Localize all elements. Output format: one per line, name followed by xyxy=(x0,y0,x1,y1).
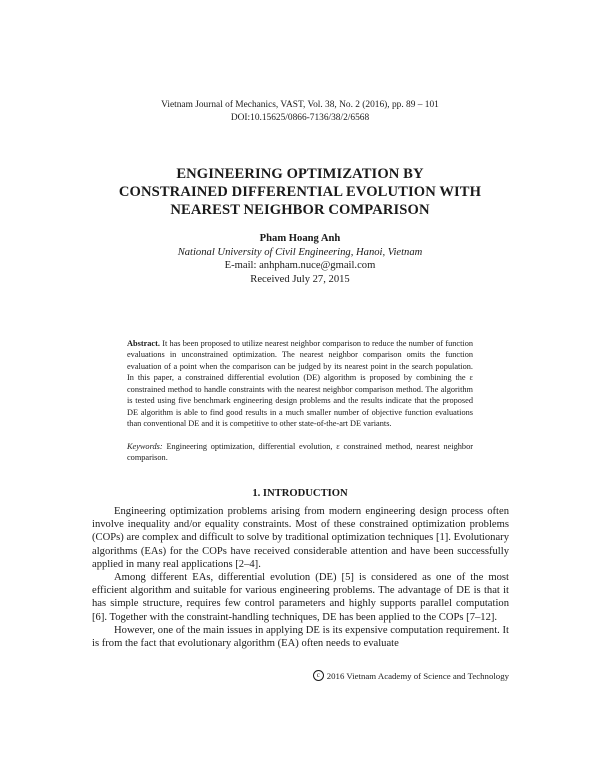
title-line-3: NEAREST NEIGHBOR COMPARISON xyxy=(170,202,430,218)
title-line-1: ENGINEERING OPTIMIZATION BY xyxy=(176,166,424,182)
title-line-2: CONSTRAINED DIFFERENTIAL EVOLUTION WITH xyxy=(118,184,482,200)
keywords-text: Engineering optimization, differential evolution, ε constrained method, nearest neighbor comparison. xyxy=(127,442,473,463)
author-email: E-mail: anhpham.nuce@gmail.com xyxy=(224,260,376,271)
copyright-notice xyxy=(313,670,509,681)
copyright-icon: c xyxy=(313,670,324,681)
journal-citation: Vietnam Journal of Mechanics, VAST, Vol. 38, No. 2 (2016), pp. 89 – 101 xyxy=(161,100,439,110)
paragraph: Engineering optimization problems arising from modern engineering design process often involve inequality and/or equality constraints. Most of these constrained optimization problems (COPs) are complex and difficult to solve by traditional optimization techniques [1]. Evolutionary algorithms (EAs) for the COPs have received considerable attention and have been successfully applied in many real applications [2–4]. xyxy=(92,506,509,570)
doi: DOI:10.15625/0866-7136/38/2/6568 xyxy=(230,113,370,123)
received-date: Received July 27, 2015 xyxy=(250,273,350,285)
author-affiliation: National University of Civil Engineering, Hanoi, Vietnam xyxy=(177,246,423,258)
paragraph: However, one of the main issues in applying DE is its expensive computation requirement. It is from the fact that evolutionary algorithm (EA) often needs to evaluate xyxy=(92,624,509,650)
keywords-label: Keywords: xyxy=(127,442,163,451)
body-text xyxy=(92,505,509,650)
paragraph: Among different EAs, differential evolution (DE) [5] is considered as one of the most efficient algorithm and suitable for various engineering problems. The advantage of DE is that it has simple structure, requires few control parameters and highly supports parallel computation [6]. Together with the constraint-handling techniques, DE has been applied to the COPs [7–12]. xyxy=(92,572,509,623)
copyright-text: 2016 Vietnam Academy of Science and Technology xyxy=(326,670,509,681)
journal-header xyxy=(0,99,600,125)
section-heading: 1. INTRODUCTION xyxy=(252,488,348,499)
keywords xyxy=(127,441,473,464)
abstract-text: It has been proposed to utilize nearest neighbor comparison to reduce the number of function evaluations in unconstrained optimization. The nearest neighbor comparison omits the function evaluation of a point when the comparison can be judged by its nearest point in the search population. In this paper, a constrained differential evolution (DE) algorithm is proposed by combining the ε constrained method to handle constraints with the nearest neighbor comparison method. The algorithm is tested using five benchmark engineering design problems and the results indicate that the proposed DE algorithm is able to find good results in a much smaller number of objective function evaluations than conventional DE and it is competitive to other state-of-the-art DE variants. xyxy=(127,339,474,429)
author-name: Pham Hoang Anh xyxy=(259,233,341,244)
abstract xyxy=(127,338,473,430)
abstract-label: Abstract. xyxy=(127,339,160,348)
author-block xyxy=(0,232,600,286)
paper-title xyxy=(0,165,600,219)
